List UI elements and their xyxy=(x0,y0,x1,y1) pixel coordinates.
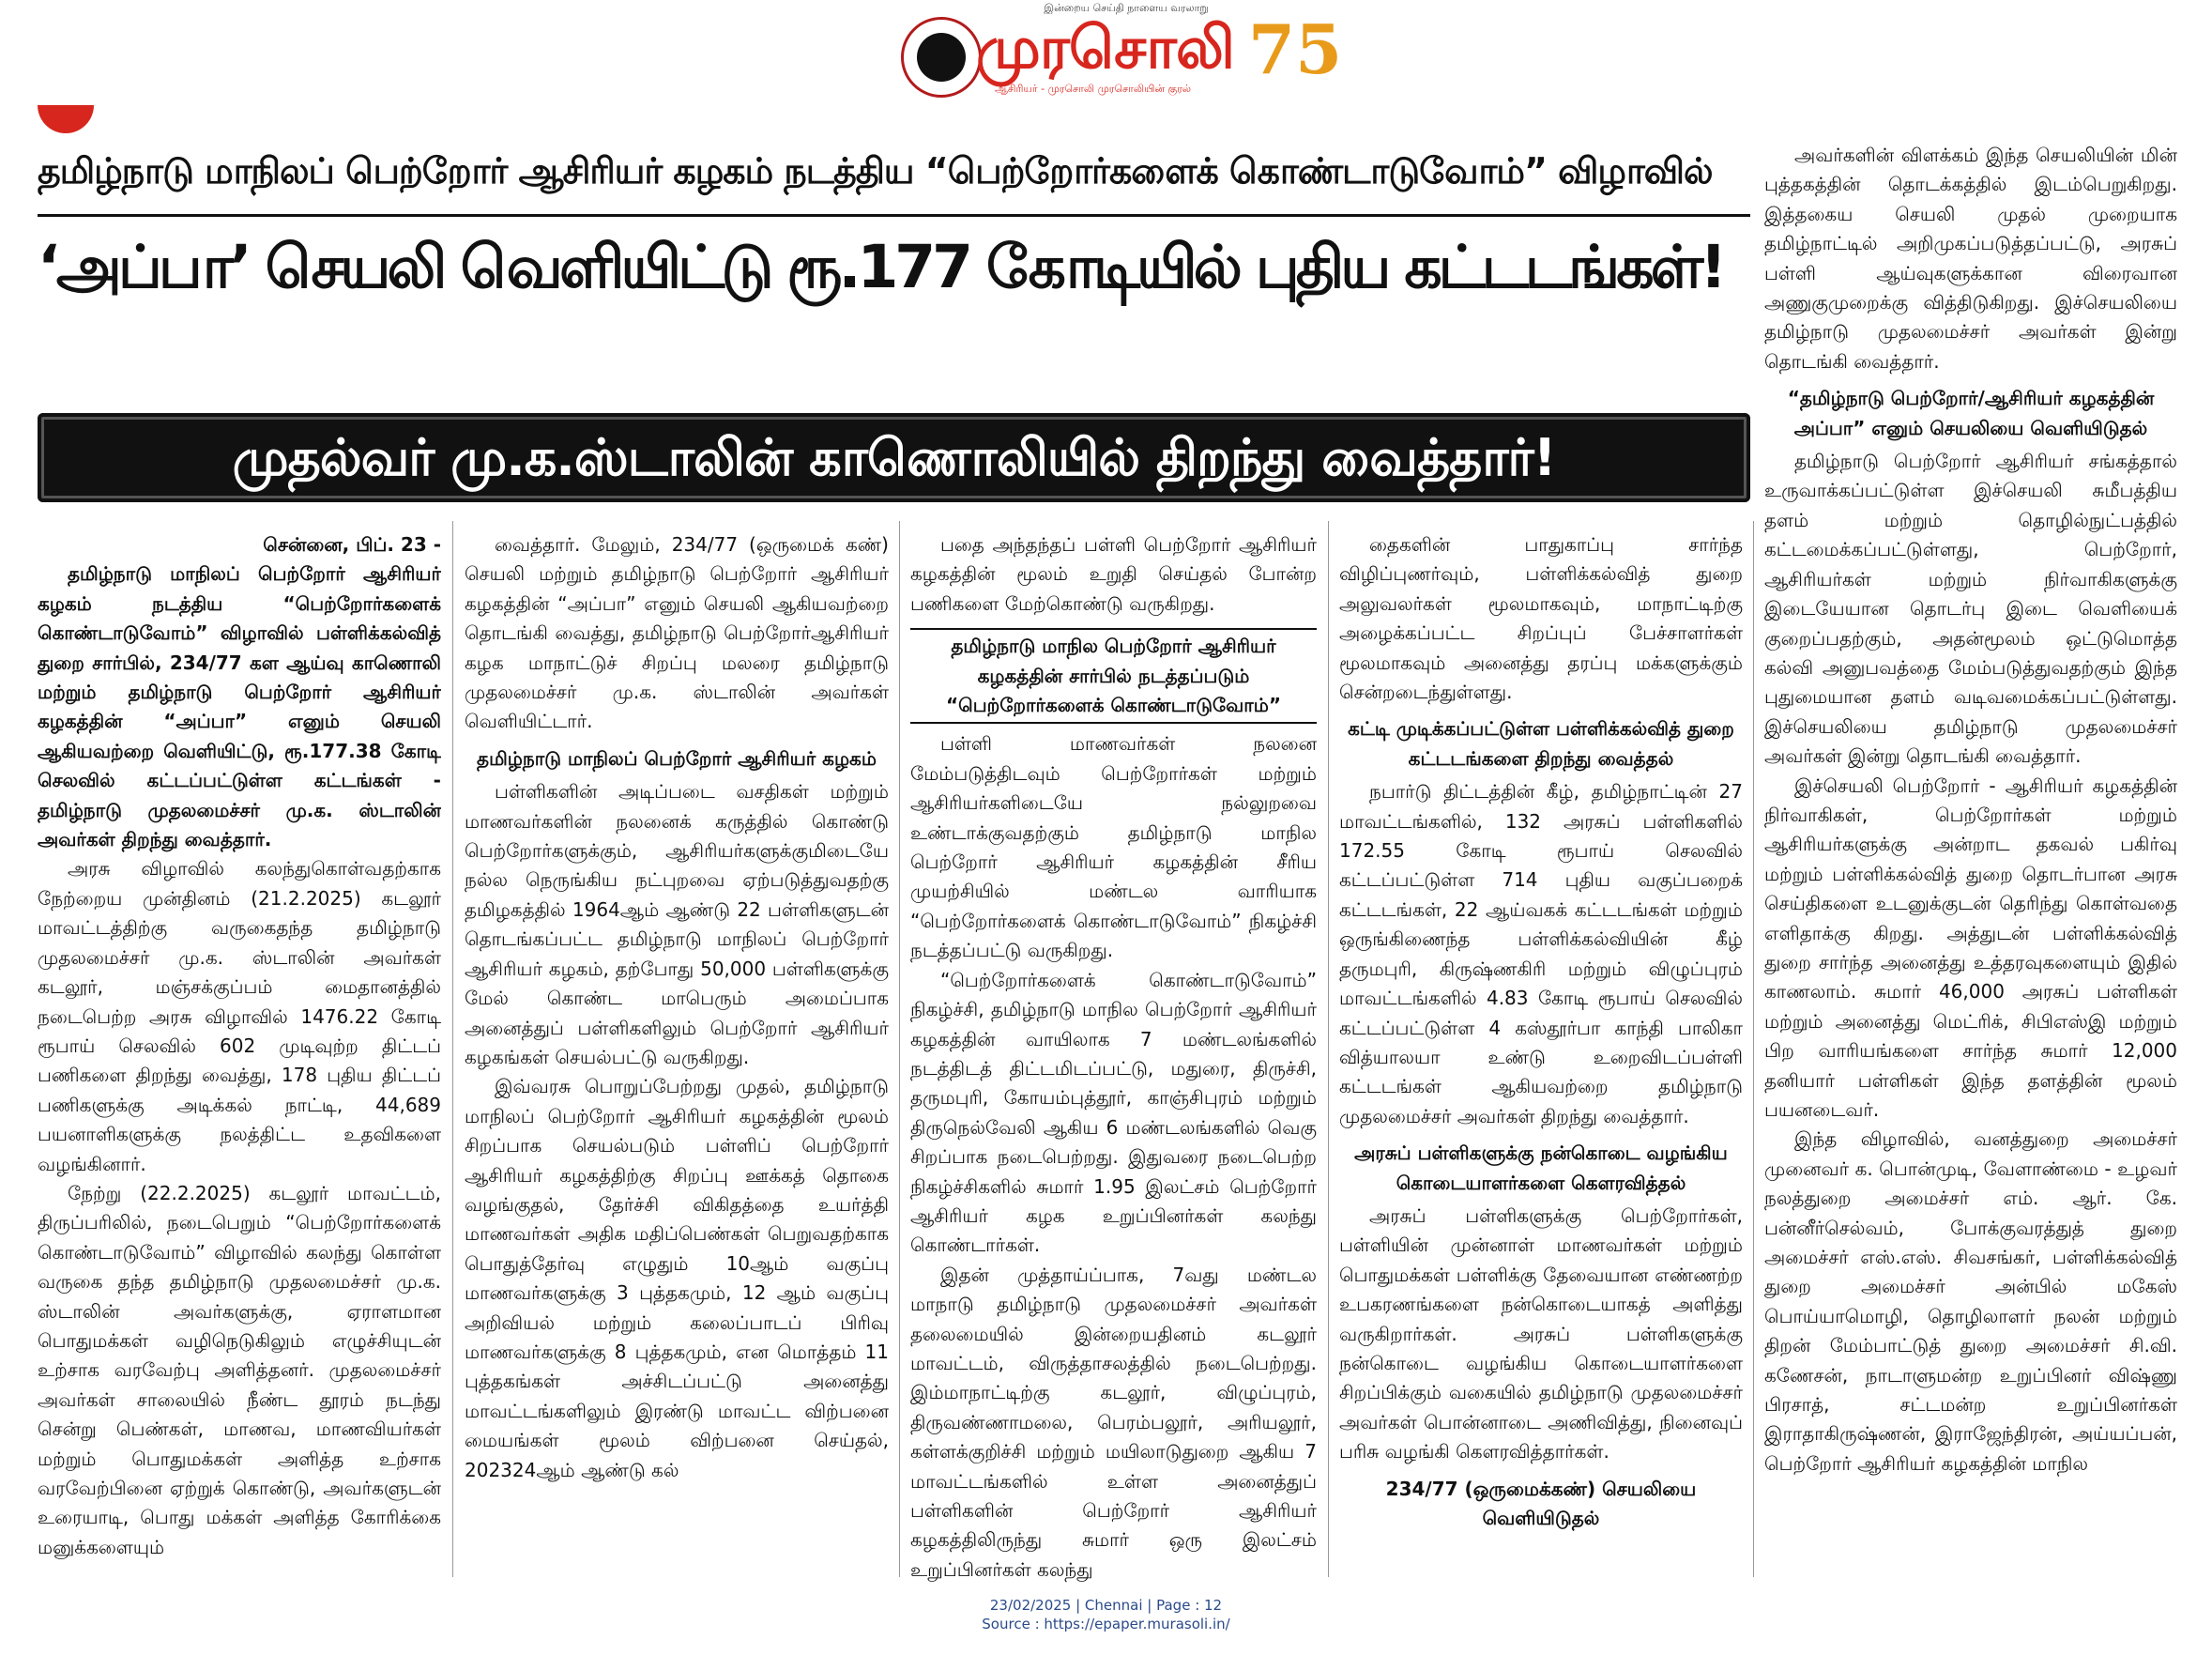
paragraph: இதன் முத்தாய்ப்பாக, 7வது மண்டல மாநாடு தமிழ்நாடு முதலமைச்சர் அவர்கள் தலைமையில் இன்றையதினம் கடலூர் மாவட்டம், விருத்தாசலத்தில் நடைபெற்றது. இம்மாநாட்டிற்கு கடலூர், விழுப்புரம், திருவண்ணாமலை, பெரம்பலூர், அரியலூர், கள்ளக்குறிச்சி மற்றும் மயிலாடுதுறை ஆகிய 7 மாவட்டங்களில் உள்ள அனைத்துப் பள்ளிகளின் பெற்றோர் ஆசிரியர் கழகத்திலிருந்து சுமார் ஒரு இலட்சம் உறுப்பினர்கள் கலந்து xyxy=(910,1263,1317,1581)
dateline: சென்னை, பிப். 23 - xyxy=(263,533,441,556)
article-column-2 xyxy=(465,530,889,1485)
paragraph: அவர்களின் விளக்கம் இந்த செயலியின் மின் புத்தகத்தின் தொடக்கத்தில் இடம்பெறுகிறது. இத்தகைய செயலி முதல் முறையாக தமிழ்நாட்டில் அறிமுகப்படுத்தப்பட்டு, அரசுப் பள்ளி ஆய்வுகளுக்கான விரைவான அணுகுமுறைக்கு வித்திடுகிறது. இச்செயலியை தமிழ்நாடு முதலமைச்சர் அவர்கள் இன்று தொடங்கி வைத்தார். xyxy=(1764,144,2177,373)
masthead-tagline: இன்றைய செய்தி நாளைய வரலாறு xyxy=(1044,2,1209,14)
paragraph: பள்ளிகளின் அடிப்படை வசதிகள் மற்றும் மாணவர்களின் நலனைக் கருத்தில் கொண்டு பெற்றோர்களுக்கும், ஆசிரியர்களுக்குமிடையே நல்ல நெருங்கிய நட்புறவை ஏற்படுத்துவதற்கு தமிழகத்தில் 1964ஆம் ஆண்டு 22 பள்ளிகளுடன் தொடங்கப்பட்ட தமிழ்நாடு மாநிலப் பெற்றோர் ஆசிரியர் கழகம், தற்போது 50,000 பள்ளிகளுக்கு மேல் கொண்ட மாபெரும் அமைப்பாக அனைத்துப் பள்ளிகளிலும் பெற்றோர் ஆசிரியர் கழகங்கள் செயல்பட்டு வருகிறது. xyxy=(465,780,889,1068)
footer-date-line: 23/02/2025 | Chennai | Page : 12 xyxy=(989,1597,1223,1614)
footer-source-link[interactable]: Source : https://epaper.murasoli.in/ xyxy=(982,1616,1230,1632)
section-subheading: “தமிழ்நாடு பெற்றோர்/ஆசிரியர் கழகத்தின் அப்பா” எனும் செயலியை வெளியிடுதல் xyxy=(1787,387,2155,439)
article-column-1 xyxy=(38,530,441,1562)
party-emblem-icon xyxy=(901,17,982,98)
article-kicker: தமிழ்நாடு மாநிலப் பெற்றோர் ஆசிரியர் கழகம் நடத்திய “பெற்றோர்களைக் கொண்டாடுவோம்” விழாவில் xyxy=(38,150,1713,192)
page-footer xyxy=(0,1596,2212,1633)
paragraph: அரசு விழாவில் கலந்துகொள்வதற்காக நேற்றைய முன்தினம் (21.2.2025) கடலூர் மாவட்டத்திற்கு வருகைதந்த தமிழ்நாடு முதலமைச்சர் மு.க. ஸ்டாலின் அவர்கள் கடலூர், மஞ்சக்குப்பம் மைதானத்தில் நடைபெற்ற அரசு விழாவில் 1476.22 கோடி ரூபாய் செலவில் 602 முடிவுற்ற திட்டப் பணிகளை திறந்து வைத்து, 178 புதிய திட்டப் பணிகளுக்கு அடிக்கல் நாட்டி, 44,689 பயனாளிகளுக்கு நலத்திட்ட உதவிகளை வழங்கினார். xyxy=(38,857,441,1175)
column-divider xyxy=(452,521,453,1577)
paragraph: தமிழ்நாடு பெற்றோர் ஆசிரியர் சங்கத்தால் உருவாக்கப்பட்டுள்ள இச்செயலி சுமீபத்திய தளம் மற்றும் தொழில்நுட்பத்தில் கட்டமைக்கப்பட்டுள்ளது, பெற்றோர், ஆசிரியர்கள் மற்றும் நிர்வாகிகளுக்கு இடையேயான தொடர்பு இடை வெளியைக் குறைப்பதற்கும், அதன்மூலம் ஒட்டுமொத்த கல்வி அனுபவத்தை மேம்படுத்துவதற்கும் இந்த புதுமையான தளம் வடிவமைக்கப்பட்டுள்ளது. இச்செயலியை தமிழ்நாடு முதலமைச்சர் அவர்கள் இன்று தொடங்கி வைத்தார். xyxy=(1764,450,2177,768)
lead-paragraph: தமிழ்நாடு மாநிலப் பெற்றோர் ஆசிரியர் கழகம் நடத்திய “பெற்றோர்களைக் கொண்டாடுவோம்” விழாவில் பள்ளிக்கல்வித் துறை சார்பில், 234/77 கள ஆய்வு காணொலி மற்றும் தமிழ்நாடு பெற்றோர் ஆசிரியர் கழகத்தின் “அப்பா” எனும் செயலி ஆகியவற்றை வெளியிட்டு, ரூ.177.38 கோடி செலவில் கட்டப்பட்டுள்ள கட்டங்கள் - தமிழ்நாடு முதலமைச்சர் மு.க. ஸ்டாலின் அவர்கள் திறந்து வைத்தார். xyxy=(38,562,441,851)
paragraph: “பெற்றோர்களைக் கொண்டாடுவோம்” நிகழ்ச்சி, தமிழ்நாடு மாநில பெற்றோர் ஆசிரியர் கழகத்தின் வாயிலாக 7 மண்டலங்களில் நடத்திடத் திட்டமிடப்பட்டு, மதுரை, திருச்சி, தருமபுரி, கோயம்புத்தூர், காஞ்சிபுரம் மற்றும் திருநெல்வேலி ஆகிய 6 மண்டலங்களில் வெகு சிறப்பாக நடைபெற்றது. இதுவரை நடைபெற்ற நிகழ்ச்சிகளில் சுமார் 1.95 இலட்சம் பெற்றோர் ஆசிரியர் கழக உறுப்பினர்கள் கலந்து கொண்டார்கள். xyxy=(910,968,1317,1257)
section-subheading: கட்டி முடிக்கப்பட்டுள்ள பள்ளிக்கல்வித் துறை கட்டடங்களை திறந்து வைத்தல் xyxy=(1348,717,1734,770)
masthead-title: முரசொலி xyxy=(976,13,1234,82)
paragraph: இந்த விழாவில், வனத்துறை அமைச்சர் முனைவர் க. பொன்முடி, வேளாண்மை - உழவர் நலத்துறை அமைச்சர் எம். ஆர். கே. பன்னீர்செல்வம், போக்குவரத்துத் துறை அமைச்சர் எஸ்.எஸ். சிவசங்கர், பள்ளிக்கல்வித் துறை அமைச்சர் அன்பில் மகேஸ் பொய்யாமொழி, தொழிலாளர் நலன் மற்றும் திறன் மேம்பாட்டுத் துறை அமைச்சர் சி.வி. கணேசன், நாடாளுமன்ற உறுப்பினர் விஷ்ணு பிரசாத், சட்டமன்ற உறுப்பினர்கள் இராதாகிருஷ்ணன், இராஜேந்திரன், அய்யப்பன், பெற்றோர் ஆசிரியர் கழகத்தின் மாநில xyxy=(1764,1127,2177,1475)
kicker-rule xyxy=(38,214,1750,217)
masthead-subtitle: ஆசிரியர் - முரசொலி முரசொலியின் குரல் xyxy=(995,83,1192,95)
section-subheading: தமிழ்நாடு மாநிலப் பெற்றோர் ஆசிரியர் கழகம் xyxy=(477,746,877,770)
paragraph: நபார்டு திட்டத்தின் கீழ், தமிழ்நாட்டின் 27 மாவட்டங்களில், 132 அரசுப் பள்ளிகளில் 172.55 கோடி ரூபாய் செலவில் கட்டப்பட்டுள்ள 714 புதிய வகுப்பறைக் கட்டடங்கள், 22 ஆய்வகக் கட்டடங்கள் மற்றும் ஒருங்கிணைந்த பள்ளிக்கல்வியின் கீழ் தருமபுரி, கிருஷ்ணகிரி மற்றும் விழுப்புரம் மாவட்டங்களில் 4.83 கோடி ரூபாய் செலவில் கட்டப்பட்டுள்ள 4 கஸ்தூர்பா காந்தி பாலிகா வித்யாலயா உண்டு உறைவிடப்பள்ளி கட்டடங்கள் ஆகியவற்றை தமிழ்நாடு முதலமைச்சர் அவர்கள் திறந்து வைத்தார். xyxy=(1339,780,1743,1127)
masthead xyxy=(0,0,2212,103)
paragraph: வைத்தார். மேலும், 234/77 (ஒருமைக் கண்) செயலி மற்றும் தமிழ்நாடு பெற்றோர் ஆசிரியர் கழகத்தின் “அப்பா” எனும் செயலி ஆகியவற்றை தொடங்கி வைத்து, தமிழ்நாடு பெற்றோர்ஆசிரியர் கழக மாநாட்டுச் சிறப்பு மலரை தமிழ்நாடு முதலமைச்சர் மு.க. ஸ்டாலின் அவர்கள் வெளியிட்டார். xyxy=(465,533,889,733)
paragraph: நேற்று (22.2.2025) கடலூர் மாவட்டம், திருப்பரிலில், நடைபெறும் “பெற்றோர்களைக் கொண்டாடுவோம்” விழாவில் கலந்து கொள்ள வருகை தந்த தமிழ்நாடு முதலமைச்சர் மு.க. ஸ்டாலின் அவர்களுக்கு, ஏராளமான பொதுமக்கள் வழிநெடுகிலும் எழுச்சியுடன் உற்சாக வரவேற்பு அளித்தனர். முதலமைச்சர் அவர்கள் சாலையில் நீண்ட தூரம் நடந்து சென்று பெண்கள், மாணவ, மாணவியர்கள் மற்றும் பொதுமக்கள் அளித்த உற்சாக வரவேற்பினை ஏற்றுக் கொண்டு, அவர்களுடன் உரையாடி, பொது மக்கள் அளித்த கோரிக்கை மனுக்களையும் xyxy=(38,1181,441,1558)
column-divider xyxy=(1753,521,1754,1577)
paragraph: இவ்வரசு பொறுப்பேற்றது முதல், தமிழ்நாடு மாநிலப் பெற்றோர் ஆசிரியர் கழகத்தின் மூலம் சிறப்பாக செயல்படும் பள்ளிப் பெற்றோர் ஆசிரியர் கழகத்திற்கு சிறப்பு ஊக்கத் தொகை வழங்குதல், தேர்ச்சி விகிதத்தை உயர்த்தி மாணவர்கள் அதிக மதிப்பெண்கள் பெறுவதற்காக பொதுத்தேர்வு எழுதும் 10ஆம் வகுப்பு மாணவர்களுக்கு 3 புத்தகமும், 12 ஆம் வகுப்பு அறிவியல் மற்றும் கலைப்பாடப் பிரிவு மாணவர்களுக்கு 8 புத்தகமும், என மொத்தம் 11 புத்தகங்கள் அச்சிடப்பட்டு அனைத்து மாவட்டங்களிலும் இரண்டு மாவட்ட விற்பனை மையங்கள் மூலம் விற்பனை செய்தல், 202324ஆம் ஆண்டு கல் xyxy=(465,1075,889,1481)
banner-text: முதல்வர் மு.க.ஸ்டாலின் காணொலியில் திறந்து வைத்தார்! xyxy=(232,428,1556,487)
section-subheading: 234/77 (ஒருமைக்கண்) செயலியை வெளியிடுதல் xyxy=(1385,1477,1697,1529)
paragraph: அரசுப் பள்ளிகளுக்கு பெற்றோர்கள், பள்ளியின் முன்னாள் மாணவர்கள் மற்றும் பொதுமக்கள் பள்ளிக்கு தேவையான எண்ணற்ற உபகரணங்களை நன்கொடையாகத் அளித்து வருகிறார்கள். அரசுப் பள்ளிகளுக்கு நன்கொடை வழங்கிய கொடையாளர்களை சிறப்பிக்கும் வகையில் தமிழ்நாடு முதலமைச்சர் அவர்கள் பொன்னாடை அணிவித்து, நினைவுப் பரிசு வழங்கி கௌரவித்தார்கள். xyxy=(1339,1203,1743,1463)
article-headline: ‘அப்பா’ செயலி வெளியிட்டு ரூ.177 கோடியில் புதிய கட்டடங்கள்! xyxy=(38,233,1724,301)
article-banner xyxy=(38,413,1750,502)
article-column-5 xyxy=(1764,141,2177,1479)
paragraph: பள்ளி மாணவர்கள் நலனை மேம்படுத்திடவும் பெற்றோர்கள் மற்றும் ஆசிரியர்களிடையே நல்லுறவை உண்டாக்குவதற்கும் தமிழ்நாடு மாநில பெற்றோர் ஆசிரியர் கழகத்தின் சீரிய முயற்சியில் மண்டல வாரியாக “பெற்றோர்களைக் கொண்டாடுவோம்” நிகழ்ச்சி நடத்தப்பட்டு வருகிறது. xyxy=(910,732,1317,962)
paragraph: பதை அந்தந்தப் பள்ளி பெற்றோர் ஆசிரியர் கழகத்தின் மூலம் உறுதி செய்தல் போன்ற பணிகளை மேற்கொண்டு வருகிறது. xyxy=(910,533,1317,615)
section-subheading: அரசுப் பள்ளிகளுக்கு நன்கொடை வழங்கிய கொடையாளர்களை கௌரவித்தல் xyxy=(1354,1142,1728,1194)
anniversary-logo: 75 xyxy=(1248,9,1343,89)
article-column-3 xyxy=(910,530,1317,1585)
column-divider xyxy=(1328,521,1329,1577)
article-column-4 xyxy=(1339,530,1743,1537)
column-divider xyxy=(899,521,900,1577)
corner-badge-icon xyxy=(38,105,94,133)
paragraph: தைகளின் பாதுகாப்பு சார்ந்த விழிப்புணர்வும், பள்ளிக்கல்வித் துறை அலுவலர்கள் மூலமாகவும், மாநாட்டிற்கு அழைக்கப்பட்ட சிறப்புப் பேச்சாளர்கள் மூலமாகவும் அனைத்து தரப்பு மக்களுக்கும் சென்றடைந்துள்ளது. xyxy=(1339,533,1743,704)
paragraph: இச்செயலி பெற்றோர் - ஆசிரியர் கழகத்தின் நிர்வாகிகள், பெற்றோர்கள் மற்றும் ஆசிரியர்களுக்கு அன்றாட தகவல் பகிர்வு மற்றும் பள்ளிக்கல்வித் துறை தொடர்பான அரசு செய்திகளை உடனுக்குடன் தெரிந்து கொள்வதை எளிதாக்கு கிறது. அத்துடன் பள்ளிக்கல்வித் துறை சார்ந்த அனைத்து உத்தரவுகளையும் இதில் காணலாம். சுமார் 46,000 அரசுப் பள்ளிகள் மற்றும் அனைத்து மெட்ரிக், சிபிஎஸ்இ மற்றும் பிற வாரியங்களை சார்ந்த சுமார் 12,000 தனியார் பள்ளிகள் இந்த தளத்தின் மூலம் பயனடைவர். xyxy=(1764,774,2177,1121)
section-subheading: தமிழ்நாடு மாநில பெற்றோர் ஆசிரியர் கழகத்தின் சார்பில் நடத்தப்படும் “பெற்றோர்களைக் கொண்டாடுவோம்” xyxy=(910,628,1317,724)
